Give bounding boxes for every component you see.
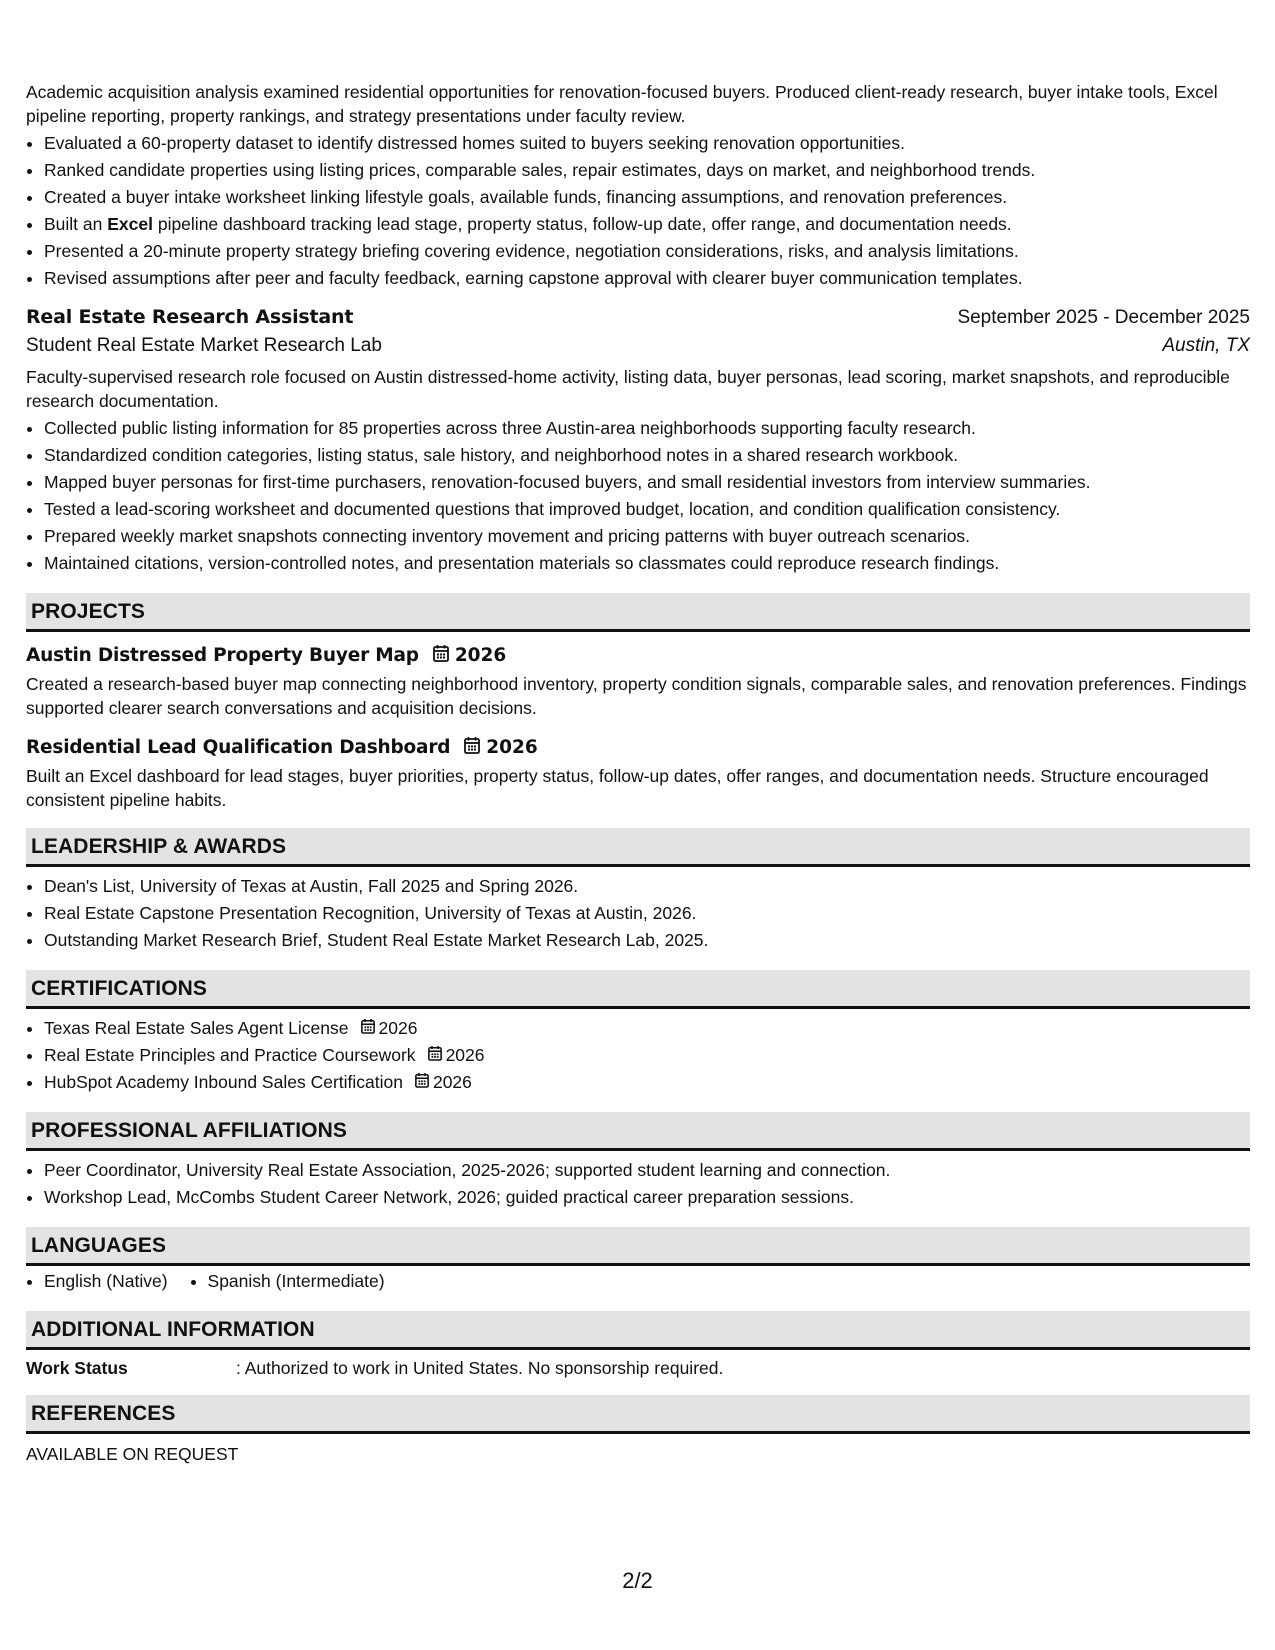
section-heading-references: REFERENCES [26,1395,1250,1434]
job-summary: Faculty-supervised research role focused on Austin distressed-home activity, listing data, buyer personas, lead scoring, market snapshots, and reproducible research documentation. [26,367,1230,411]
list-item: • Standardized condition categories, listing status, sale history, and neighborhood notes in a shared research workbook. [44,442,1250,469]
section-heading-languages: LANGUAGES [26,1227,1250,1266]
certification-name: • Texas Real Estate Sales Agent License [44,1018,349,1038]
languages-list [26,1268,1250,1295]
excel-bullet-bold: Excel [107,214,153,234]
section-heading-projects: PROJECTS [26,593,1250,632]
work-status-value: : Authorized to work in United States. No sponsorship required. [236,1358,724,1378]
list-item: • Ranked candidate properties using listing prices, comparable sales, repair estimates, days on market, and neighborhood trends. [44,157,1250,184]
certification-name: • HubSpot Academy Inbound Sales Certification [44,1072,403,1092]
list-item: • Prepared weekly market snapshots connecting inventory movement and pricing patterns with buyer outreach scenarios. [44,523,1250,550]
list-item: • Revised assumptions after peer and faculty feedback, earning capstone approval with clearer buyer communication templates. [44,265,1250,292]
list-item: • Outstanding Market Research Brief, Student Real Estate Market Research Lab, 2025. [44,927,1250,954]
list-item: • Created a buyer intake worksheet linking lifestyle goals, available funds, financing assumptions, and renovation preferences. [44,184,1250,211]
resume-page [26,80,1250,1465]
experience-bullets [26,130,1250,292]
list-item: • Real Estate Capstone Presentation Recognition, University of Texas at Austin, 2026. [44,900,1250,927]
work-status-label: Work Status [26,1358,128,1378]
list-item: • Tested a lead-scoring worksheet and documented questions that improved budget, location, and condition qualification consistency. [44,496,1250,523]
section-heading-affiliations: PROFESSIONAL AFFILIATIONS [26,1112,1250,1151]
list-item: • Dean's List, University of Texas at Austin, Fall 2025 and Spring 2026. [44,873,1250,900]
excel-bullet-suffix: pipeline dashboard tracking lead stage, property status, follow-up date, offer range, and documentation needs. [152,214,1012,234]
certifications-list [26,1015,1250,1096]
page-number: 2/2 [622,1568,653,1593]
list-item: • Collected public listing information for 85 properties across three Austin-area neighborhoods supporting faculty research. [44,415,1250,442]
certification-year: 2026 [445,1045,485,1065]
project-description: Built an Excel dashboard for lead stages, buyer priorities, property status, follow-up dates, offer ranges, and documentation needs. Structure encouraged consistent pipeline habits. [26,766,1209,810]
list-item [44,1015,1250,1042]
job-title: Real Estate Research Assistant [26,306,354,328]
certification-name: • Real Estate Principles and Practice Coursework [44,1045,416,1065]
job-bullets [26,415,1250,577]
certification-year: 2026 [432,1072,472,1092]
list-item [44,1069,1250,1096]
list-item: • Peer Coordinator, University Real Estate Association, 2025-2026; supported student learning and connection. [44,1157,1250,1184]
experience-summary: Academic acquisition analysis examined residential opportunities for renovation-focused buyers. Produced client-ready research, buyer intake tools, Excel pipeline reporting, property rankings, and strategy presentations under faculty review. [26,82,1218,126]
calendar-icon [464,736,480,759]
project-title: Residential Lead Qualification Dashboard [26,736,451,758]
job-header [26,306,1250,329]
project-title: Austin Distressed Property Buyer Map [26,644,419,666]
project-year: 2026 [486,736,538,758]
job-subheader [26,335,1250,357]
project-description: Created a research-based buyer map connecting neighborhood inventory, property condition signals, comparable sales, and renovation preferences. Findings supported clearer search conversations and acquisition decisions. [26,674,1247,718]
calendar-icon [415,1069,429,1096]
section-heading-additional-info: ADDITIONAL INFORMATION [26,1311,1250,1350]
list-item: • Maintained citations, version-controlled notes, and presentation materials so classmates could reproduce research findings. [44,550,1250,577]
calendar-icon [428,1042,442,1069]
references-text: AVAILABLE ON REQUEST [26,1444,239,1464]
affiliations-list [26,1157,1250,1211]
section-heading-certifications: CERTIFICATIONS [26,970,1250,1009]
list-item [44,1042,1250,1069]
job-location: Austin, TX [1162,335,1250,356]
job-organization: Student Real Estate Market Research Lab [26,335,382,356]
work-status-row [26,1358,1250,1379]
certification-year: 2026 [378,1018,418,1038]
project-header [26,734,1250,760]
leadership-list [26,873,1250,954]
excel-bullet-prefix: Built an [44,214,108,234]
list-item [44,211,1250,238]
project-header [26,642,1250,668]
list-item: • Workshop Lead, McCombs Student Career Network, 2026; guided practical career preparation sessions. [44,1184,1250,1211]
list-item: • Evaluated a 60-property dataset to identify distressed homes suited to buyers seeking renovation opportunities. [44,130,1250,157]
calendar-icon [433,644,449,667]
list-item: • English (Native) [44,1268,168,1295]
section-heading-leadership: LEADERSHIP & AWARDS [26,828,1250,867]
list-item: • Spanish (Intermediate) [208,1268,385,1295]
calendar-icon [361,1015,375,1042]
job-dates: September 2025 - December 2025 [957,307,1250,328]
project-year: 2026 [454,644,507,666]
list-item: • Presented a 20-minute property strategy briefing covering evidence, negotiation considerations, risks, and analysis limitations. [44,238,1250,265]
list-item: • Mapped buyer personas for first-time purchasers, renovation-focused buyers, and small residential investors from interview summaries. [44,469,1250,496]
